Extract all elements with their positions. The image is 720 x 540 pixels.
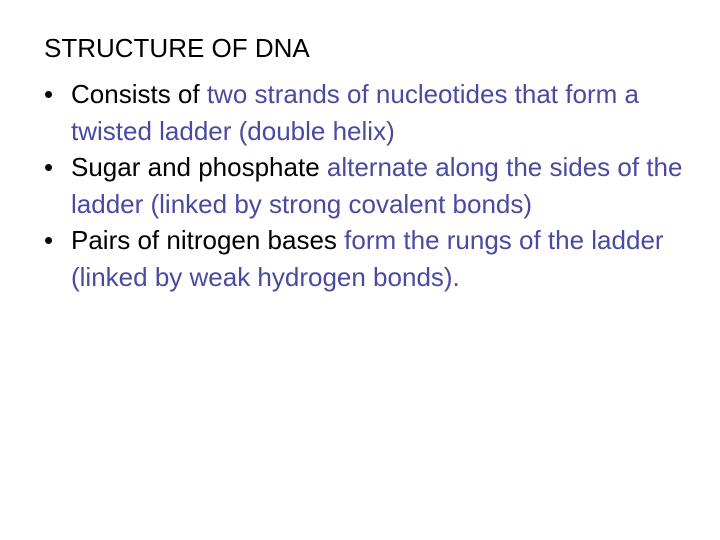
bullet-lead-text: Pairs of nitrogen bases [71, 225, 345, 255]
bullet-mark: • [44, 79, 54, 109]
bullet-lead-text: Sugar and phosphate [71, 152, 327, 182]
bullet-accent-text: form the rungs of the ladder (linked by weak hydrogen bonds). [71, 225, 664, 292]
bullet-item [44, 222, 684, 295]
bullet-list [44, 76, 684, 295]
slide-title: STRUCTURE OF DNA [44, 33, 310, 63]
bullet-item [44, 149, 684, 222]
bullet-lead-text: Consists of [71, 79, 207, 109]
bullet-accent-text: two strands of nucleotides that form a twisted ladder (double helix) [71, 79, 639, 146]
bullet-accent-text: alternate along the sides of the ladder (linked by strong covalent bonds) [71, 152, 683, 219]
bullet-mark: • [44, 152, 54, 182]
bullet-item [44, 76, 684, 149]
bullet-mark: • [44, 225, 54, 255]
